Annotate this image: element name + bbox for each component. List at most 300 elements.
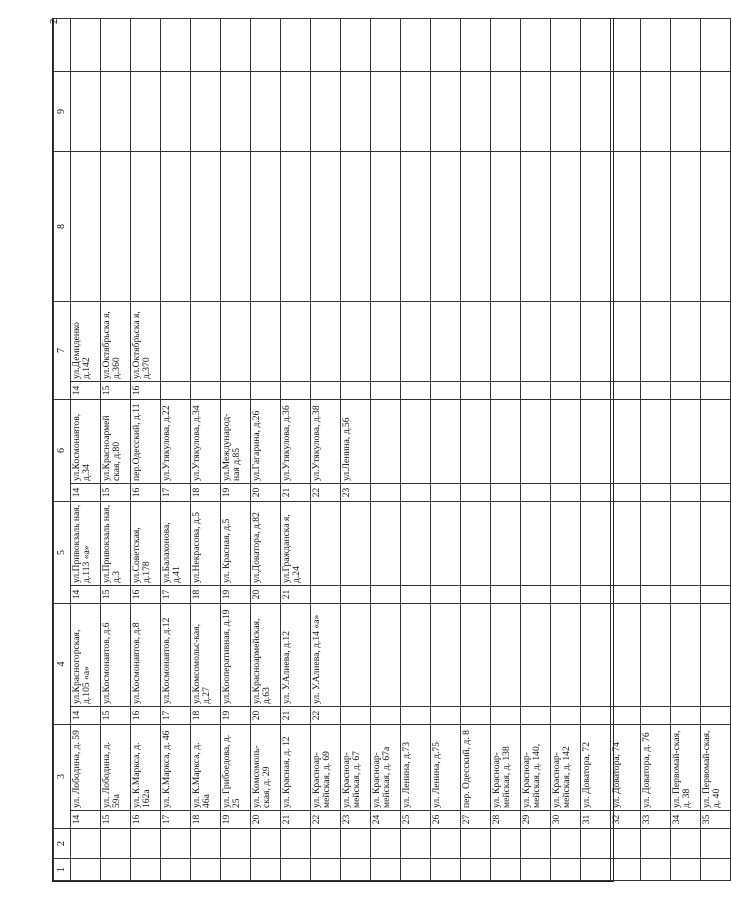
table-row <box>671 19 701 881</box>
address-c7 <box>611 302 641 382</box>
address-c5 <box>581 502 611 586</box>
row-number-c6: 14 <box>71 484 101 502</box>
empty-cell-col2 <box>701 829 731 859</box>
address-c7 <box>671 302 701 382</box>
empty-cell-col8 <box>191 152 221 302</box>
address-c3: ул. Ленина, д.73 <box>401 725 431 811</box>
address-c3: ул. Доватора, 74 <box>611 725 641 811</box>
empty-cell-col9 <box>671 72 701 152</box>
row-number-c4: 14 <box>71 707 101 725</box>
row-number-c6 <box>461 484 491 502</box>
address-c5: ул.Советская, д.178 <box>131 502 161 586</box>
address-c4 <box>461 604 491 707</box>
row-number-c3: 17 <box>161 811 191 829</box>
row-number-c3: 35 <box>701 811 731 829</box>
row-number-c7 <box>401 382 431 400</box>
row-number-c7 <box>491 382 521 400</box>
table-row <box>251 19 281 881</box>
row-number-c7 <box>371 382 401 400</box>
row-number-c5 <box>371 586 401 604</box>
table-row <box>611 19 641 881</box>
empty-cell-col8 <box>221 152 251 302</box>
row-number-c6: 23 <box>341 484 371 502</box>
table-row <box>701 19 731 881</box>
address-c5 <box>431 502 461 586</box>
empty-cell-col1 <box>131 859 161 881</box>
table-body <box>54 19 731 881</box>
address-c6: ул.Красноармей ская, д.80 <box>101 400 131 484</box>
address-c3: ул. Доватора, 72 <box>581 725 611 811</box>
row-number-c3: 27 <box>461 811 491 829</box>
row-number-c5: 20 <box>251 586 281 604</box>
address-c3: ул. Комсомоль-ская, д. 29 <box>251 725 281 811</box>
column-header: 4 <box>54 604 71 725</box>
empty-cell-extra <box>251 19 281 72</box>
address-c7 <box>191 302 221 382</box>
address-c3: ул. Красноар-мейская, д. 67 <box>341 725 371 811</box>
row-number-c3: 33 <box>641 811 671 829</box>
empty-cell-col2 <box>551 829 581 859</box>
empty-cell-extra <box>131 19 161 72</box>
row-number-c7 <box>251 382 281 400</box>
empty-cell-col8 <box>371 152 401 302</box>
empty-cell-col9 <box>371 72 401 152</box>
row-number-c6 <box>611 484 641 502</box>
address-c3: ул. К.Маркса, д. 46 <box>161 725 191 811</box>
row-number-c3: 30 <box>551 811 581 829</box>
row-number-c5 <box>641 586 671 604</box>
address-c6 <box>671 400 701 484</box>
empty-cell-col2 <box>521 829 551 859</box>
column-header <box>54 19 71 72</box>
address-c5 <box>521 502 551 586</box>
row-number-c7 <box>701 382 731 400</box>
empty-cell-col8 <box>341 152 371 302</box>
empty-cell-col1 <box>341 859 371 881</box>
row-number-c5 <box>431 586 461 604</box>
table-row <box>581 19 611 881</box>
address-c5 <box>341 502 371 586</box>
row-number-c5: 19 <box>221 586 251 604</box>
empty-cell-col1 <box>221 859 251 881</box>
address-c3: ул. Красноар-мейская, д. 138 <box>491 725 521 811</box>
address-c6: ул.Утякулова, д.38 <box>311 400 341 484</box>
row-number-c6: 18 <box>191 484 221 502</box>
row-number-c6 <box>551 484 581 502</box>
row-number-c6 <box>371 484 401 502</box>
empty-cell-col2 <box>371 829 401 859</box>
address-c3: пер. Одесский, д. 8 <box>461 725 491 811</box>
row-number-c6 <box>521 484 551 502</box>
address-c4: ул.Космонавтов, д.8 <box>131 604 161 707</box>
row-number-c7 <box>671 382 701 400</box>
address-c5 <box>551 502 581 586</box>
address-c4 <box>491 604 521 707</box>
table-row <box>401 19 431 881</box>
empty-cell-col2 <box>101 829 131 859</box>
address-c6 <box>401 400 431 484</box>
address-c7 <box>491 302 521 382</box>
address-c3: ул. Первомай-ская, д. 40 <box>701 725 731 811</box>
address-c7 <box>341 302 371 382</box>
table-row <box>131 19 161 881</box>
row-number-c6 <box>671 484 701 502</box>
table-row <box>371 19 401 881</box>
empty-cell-col8 <box>131 152 161 302</box>
row-number-c4 <box>701 707 731 725</box>
row-number-c7 <box>521 382 551 400</box>
address-c5: ул.Доватора, д.82 <box>251 502 281 586</box>
row-number-c7 <box>281 382 311 400</box>
row-number-c4 <box>671 707 701 725</box>
empty-cell-col1 <box>461 859 491 881</box>
address-c3: ул. Лободина, д. 59 <box>71 725 101 811</box>
empty-cell-col8 <box>431 152 461 302</box>
empty-cell-col2 <box>491 829 521 859</box>
row-number-c3: 22 <box>311 811 341 829</box>
empty-cell-col2 <box>281 829 311 859</box>
address-c4: ул.Космонавтов, д.6 <box>101 604 131 707</box>
row-number-c4 <box>431 707 461 725</box>
empty-cell-col9 <box>551 72 581 152</box>
row-number-c4 <box>461 707 491 725</box>
empty-cell-col9 <box>461 72 491 152</box>
empty-cell-col8 <box>611 152 641 302</box>
row-number-c3: 24 <box>371 811 401 829</box>
empty-cell-col2 <box>311 829 341 859</box>
row-number-c3: 26 <box>431 811 461 829</box>
page-number: 2 <box>48 18 60 24</box>
address-c6 <box>551 400 581 484</box>
row-number-c6 <box>491 484 521 502</box>
empty-cell-col8 <box>311 152 341 302</box>
row-number-c5 <box>491 586 521 604</box>
empty-cell-extra <box>521 19 551 72</box>
empty-cell-col8 <box>401 152 431 302</box>
address-c5: ул.Привокзаль ная, д.113 «а» <box>71 502 101 586</box>
row-number-c4 <box>341 707 371 725</box>
empty-cell-extra <box>371 19 401 72</box>
address-c6 <box>581 400 611 484</box>
empty-cell-col2 <box>191 829 221 859</box>
empty-cell-col1 <box>311 859 341 881</box>
row-number-c7 <box>311 382 341 400</box>
row-number-c4: 16 <box>131 707 161 725</box>
address-c5 <box>371 502 401 586</box>
empty-cell-col9 <box>131 72 161 152</box>
address-c3: ул. Первомай-ская, д. 38 <box>671 725 701 811</box>
empty-cell-col1 <box>71 859 101 881</box>
address-c4 <box>671 604 701 707</box>
row-number-c3: 31 <box>581 811 611 829</box>
empty-cell-col9 <box>431 72 461 152</box>
address-c5 <box>311 502 341 586</box>
row-number-c5 <box>401 586 431 604</box>
row-number-c7 <box>431 382 461 400</box>
address-c3: ул. Красноар-мейская, д. 142 <box>551 725 581 811</box>
address-c4 <box>701 604 731 707</box>
address-c6 <box>461 400 491 484</box>
row-number-c6: 17 <box>161 484 191 502</box>
column-header: 2 <box>54 829 71 859</box>
empty-cell-col2 <box>671 829 701 859</box>
row-number-c7 <box>191 382 221 400</box>
empty-cell-col8 <box>491 152 521 302</box>
address-c7 <box>701 302 731 382</box>
empty-cell-col1 <box>251 859 281 881</box>
empty-cell-col9 <box>521 72 551 152</box>
empty-cell-col1 <box>431 859 461 881</box>
row-number-c3: 15 <box>101 811 131 829</box>
row-number-c7 <box>221 382 251 400</box>
address-c7 <box>311 302 341 382</box>
empty-cell-extra <box>281 19 311 72</box>
empty-cell-col1 <box>191 859 221 881</box>
column-header: 6 <box>54 400 71 502</box>
empty-cell-col9 <box>101 72 131 152</box>
row-number-c6: 21 <box>281 484 311 502</box>
address-c3: ул. Красная, д. 12 <box>281 725 311 811</box>
table-row <box>191 19 221 881</box>
table-row <box>101 19 131 881</box>
address-table <box>53 18 731 881</box>
row-number-c4 <box>521 707 551 725</box>
empty-cell-col8 <box>581 152 611 302</box>
empty-cell-col9 <box>341 72 371 152</box>
table-row <box>641 19 671 881</box>
row-number-c4 <box>371 707 401 725</box>
row-number-c3: 25 <box>401 811 431 829</box>
row-number-c5 <box>311 586 341 604</box>
row-number-c4 <box>581 707 611 725</box>
empty-cell-extra <box>161 19 191 72</box>
table-row <box>281 19 311 881</box>
row-number-c3: 20 <box>251 811 281 829</box>
row-number-c4: 15 <box>101 707 131 725</box>
address-c7 <box>161 302 191 382</box>
row-number-c5 <box>341 586 371 604</box>
address-c5: ул.Гражданска я, д.24 <box>281 502 311 586</box>
address-c5: ул.Балахонова, д.41 <box>161 502 191 586</box>
address-c7 <box>521 302 551 382</box>
address-c7: ул.Октябрьска я, д.370 <box>131 302 161 382</box>
address-c6: ул.Ленина, д.56 <box>341 400 371 484</box>
column-header: 7 <box>54 302 71 400</box>
row-number-c7 <box>641 382 671 400</box>
address-c7: ул.Октябрьска я, д.360 <box>101 302 131 382</box>
row-number-c5 <box>611 586 641 604</box>
row-number-c4: 20 <box>251 707 281 725</box>
empty-cell-col1 <box>551 859 581 881</box>
empty-cell-extra <box>71 19 101 72</box>
address-c3: ул. Доватора, д. 76 <box>641 725 671 811</box>
address-c3: ул. Лободина, д. 59а <box>101 725 131 811</box>
address-c4 <box>431 604 461 707</box>
row-number-c5 <box>551 586 581 604</box>
address-c3: ул. Красноар-мейская, д. 69 <box>311 725 341 811</box>
row-number-c5: 17 <box>161 586 191 604</box>
empty-cell-col1 <box>641 859 671 881</box>
address-c4 <box>641 604 671 707</box>
table-row <box>521 19 551 881</box>
address-c6: пер.Одесский, д.11 <box>131 400 161 484</box>
row-number-c5: 14 <box>71 586 101 604</box>
row-number-c4: 19 <box>221 707 251 725</box>
empty-cell-col8 <box>461 152 491 302</box>
row-number-c6 <box>431 484 461 502</box>
table-row <box>221 19 251 881</box>
empty-cell-col2 <box>161 829 191 859</box>
empty-cell-col8 <box>251 152 281 302</box>
empty-cell-col8 <box>281 152 311 302</box>
empty-cell-col9 <box>161 72 191 152</box>
row-number-c6: 22 <box>311 484 341 502</box>
empty-cell-extra <box>551 19 581 72</box>
row-number-c3: 28 <box>491 811 521 829</box>
empty-cell-col1 <box>491 859 521 881</box>
row-number-c3: 19 <box>221 811 251 829</box>
empty-cell-col8 <box>701 152 731 302</box>
empty-cell-col2 <box>221 829 251 859</box>
row-number-c3: 29 <box>521 811 551 829</box>
address-c4 <box>371 604 401 707</box>
address-c4: ул. У.Алиева, д.12 <box>281 604 311 707</box>
column-header: 8 <box>54 152 71 302</box>
row-number-c3: 18 <box>191 811 221 829</box>
table-row <box>341 19 371 881</box>
address-c7: ул.Демиденко д.142 <box>71 302 101 382</box>
empty-cell-extra <box>581 19 611 72</box>
address-c5: ул. Красная, д.5 <box>221 502 251 586</box>
address-c4: ул.Комсомольс-кая, д.27 <box>191 604 221 707</box>
empty-cell-extra <box>701 19 731 72</box>
row-number-c3: 23 <box>341 811 371 829</box>
empty-cell-col2 <box>641 829 671 859</box>
empty-cell-extra <box>101 19 131 72</box>
row-number-c4 <box>551 707 581 725</box>
address-c5 <box>461 502 491 586</box>
row-number-c3: 21 <box>281 811 311 829</box>
address-c6 <box>641 400 671 484</box>
address-c6: ул.Утякулова, д.34 <box>191 400 221 484</box>
address-c6 <box>521 400 551 484</box>
table-row <box>491 19 521 881</box>
address-c5 <box>611 502 641 586</box>
empty-cell-col1 <box>401 859 431 881</box>
row-number-c7 <box>341 382 371 400</box>
column-header: 3 <box>54 725 71 829</box>
row-number-c7 <box>461 382 491 400</box>
empty-cell-col1 <box>701 859 731 881</box>
empty-cell-col8 <box>521 152 551 302</box>
address-c4: ул.Космонавтов, д.12 <box>161 604 191 707</box>
empty-cell-col9 <box>281 72 311 152</box>
empty-cell-col9 <box>221 72 251 152</box>
address-c4 <box>401 604 431 707</box>
address-c7 <box>461 302 491 382</box>
empty-cell-col9 <box>701 72 731 152</box>
empty-cell-extra <box>641 19 671 72</box>
address-c3: ул. Грибоедова, д. 25 <box>221 725 251 811</box>
column-header: 1 <box>54 859 71 881</box>
empty-cell-col1 <box>161 859 191 881</box>
empty-cell-col8 <box>161 152 191 302</box>
empty-cell-col8 <box>551 152 581 302</box>
address-c3: ул. Красноар-мейская, д. 140, <box>521 725 551 811</box>
row-number-c6: 15 <box>101 484 131 502</box>
address-c7 <box>251 302 281 382</box>
row-number-c6 <box>641 484 671 502</box>
row-number-c5 <box>461 586 491 604</box>
empty-cell-col1 <box>611 859 641 881</box>
row-number-c7: 15 <box>101 382 131 400</box>
address-c5 <box>491 502 521 586</box>
row-number-c6 <box>581 484 611 502</box>
row-number-c4 <box>491 707 521 725</box>
address-c4 <box>521 604 551 707</box>
row-number-c5 <box>521 586 551 604</box>
address-c7 <box>581 302 611 382</box>
address-c7 <box>551 302 581 382</box>
empty-cell-extra <box>341 19 371 72</box>
empty-cell-col1 <box>371 859 401 881</box>
empty-cell-col2 <box>341 829 371 859</box>
document-page <box>52 18 722 882</box>
empty-cell-col1 <box>521 859 551 881</box>
address-c7 <box>371 302 401 382</box>
empty-cell-col2 <box>611 829 641 859</box>
row-number-c7: 14 <box>71 382 101 400</box>
header-row <box>54 19 71 881</box>
empty-cell-col9 <box>191 72 221 152</box>
row-number-c3: 16 <box>131 811 161 829</box>
empty-cell-extra <box>401 19 431 72</box>
row-number-c4: 17 <box>161 707 191 725</box>
address-c5: ул.Привокзаль ная, д.3 <box>101 502 131 586</box>
row-number-c7: 16 <box>131 382 161 400</box>
row-number-c6: 19 <box>221 484 251 502</box>
address-c7 <box>431 302 461 382</box>
address-c3: ул. К.Маркса, д. 46а <box>191 725 221 811</box>
address-c6: ул.Международ-ная д.85 <box>221 400 251 484</box>
row-number-c6: 16 <box>131 484 161 502</box>
table-row <box>71 19 101 881</box>
row-number-c5 <box>701 586 731 604</box>
empty-cell-col9 <box>71 72 101 152</box>
address-c7 <box>281 302 311 382</box>
table-row <box>431 19 461 881</box>
empty-cell-extra <box>671 19 701 72</box>
address-c3: ул. К.Маркса, д. 162а <box>131 725 161 811</box>
empty-cell-col9 <box>311 72 341 152</box>
row-number-c6 <box>401 484 431 502</box>
row-number-c7 <box>161 382 191 400</box>
row-number-c5: 18 <box>191 586 221 604</box>
row-number-c6: 20 <box>251 484 281 502</box>
address-c6 <box>431 400 461 484</box>
empty-cell-col8 <box>641 152 671 302</box>
table-row <box>161 19 191 881</box>
table-row <box>311 19 341 881</box>
empty-cell-col2 <box>431 829 461 859</box>
address-c4: ул.Кооперативная, д.19 <box>221 604 251 707</box>
empty-cell-extra <box>191 19 221 72</box>
row-number-c4: 22 <box>311 707 341 725</box>
address-c7 <box>641 302 671 382</box>
address-c4 <box>581 604 611 707</box>
address-c6 <box>491 400 521 484</box>
address-c6: ул.Утякулова, д.22 <box>161 400 191 484</box>
